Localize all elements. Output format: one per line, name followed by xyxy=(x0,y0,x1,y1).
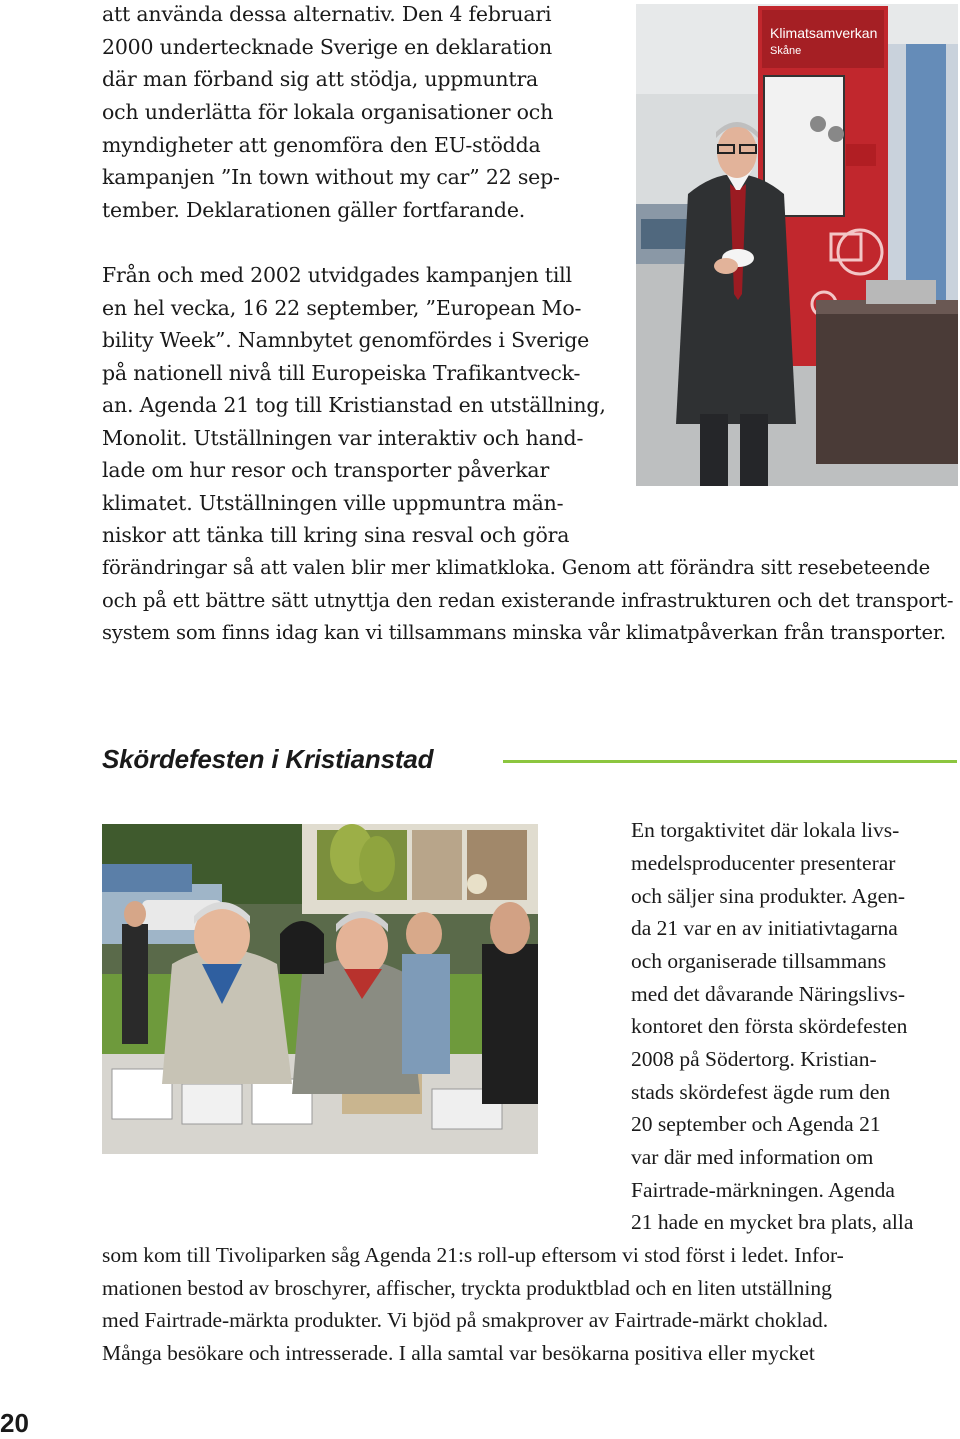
text-line: 2000 undertecknade Sverige en deklaration xyxy=(102,35,552,59)
text-line: system som finns idag kan vi tillsammans minska vår klimatpåverkan från transporter. xyxy=(102,621,946,644)
text-line: var där med information om xyxy=(631,1145,874,1169)
text-line: 2008 på Södertorg. Kristian- xyxy=(631,1047,877,1071)
text-line: och underlätta för lokala organisationer och xyxy=(102,100,554,124)
text-line: an. Agenda 21 tog till Kristianstad en utställning, xyxy=(102,393,606,417)
text-line: en hel vecka, 16 22 september, ”European Mo- xyxy=(102,296,582,320)
sign-title: Klimatsamverkan xyxy=(770,25,878,41)
text-line: da 21 var en av initiativtagarna xyxy=(631,916,898,940)
text-line: med Fairtrade-märkta produkter. Vi bjöd på smakprover av Fairtrade-märkt choklad. xyxy=(102,1308,829,1332)
text-line: klimatet. Utställningen ville uppmuntra män- xyxy=(102,491,564,515)
text-line: där man förband sig att stödja, uppmuntra xyxy=(102,67,539,91)
harvest-festival-photo xyxy=(102,824,538,1154)
text-line: kampanjen ”In town without my car” 22 sep- xyxy=(102,165,560,189)
text-line: Många besökare och intresserade. I alla samtal var besökarna positiva eller mycket xyxy=(102,1341,815,1365)
text-line: och organiserade tillsammans xyxy=(631,949,887,973)
text-line: 21 hade en mycket bra plats, alla xyxy=(631,1210,914,1234)
text-line: Från och med 2002 utvidgades kampanjen till xyxy=(102,263,572,287)
text-line: med det dåvarande Näringslivs- xyxy=(631,982,906,1006)
text-line: En torgaktivitet där lokala livs- xyxy=(631,818,900,842)
text-line: Fairtrade-märkningen. Agenda xyxy=(631,1178,895,1202)
text-line: som kom till Tivoliparken såg Agenda 21:s roll-up eftersom vi stod först i ledet. Infor- xyxy=(102,1243,844,1267)
heading-rule xyxy=(503,760,957,763)
text-line: niskor att tänka till kring sina resval och göra xyxy=(102,523,570,547)
text-line: 20 september och Agenda 21 xyxy=(631,1112,881,1136)
section-heading: Skördefesten i Kristianstad xyxy=(102,744,434,774)
text-line: lade om hur resor och transporter påverkar xyxy=(102,458,550,482)
text-line: bility Week”. Namnbytet genomfördes i Sverige xyxy=(102,328,590,352)
text-line: och på ett bättre sätt utnyttja den redan existerande infrastrukturen och det transport- xyxy=(102,589,954,612)
page-number: 20 xyxy=(0,1408,29,1438)
text-line: mationen bestod av broschyrer, affischer, tryckta produktblad och en liten utställning xyxy=(102,1276,832,1300)
text-line: myndigheter att genomföra den EU-stödda xyxy=(102,133,541,157)
text-line: tember. Deklarationen gäller fortfarande. xyxy=(102,198,526,222)
speaker-photo xyxy=(636,4,958,486)
text-line: på nationell nivå till Europeiska Trafikantveck- xyxy=(102,361,581,385)
text-line: stads skördefest ägde rum den xyxy=(631,1080,891,1104)
text-line: och säljer sina produkter. Agen- xyxy=(631,884,906,908)
text-line: förändringar så att valen blir mer klimatkloka. Genom att förändra sitt resebeteende xyxy=(102,556,931,579)
text-line: kontoret den första skördefesten xyxy=(631,1014,908,1038)
text-line: medelsproducenter presenterar xyxy=(631,851,896,875)
text-line: att använda dessa alternativ. Den 4 februari xyxy=(102,2,552,26)
sign-subtitle: Skåne xyxy=(770,45,802,57)
text-line: Monolit. Utställningen var interaktiv och hand- xyxy=(102,426,584,450)
